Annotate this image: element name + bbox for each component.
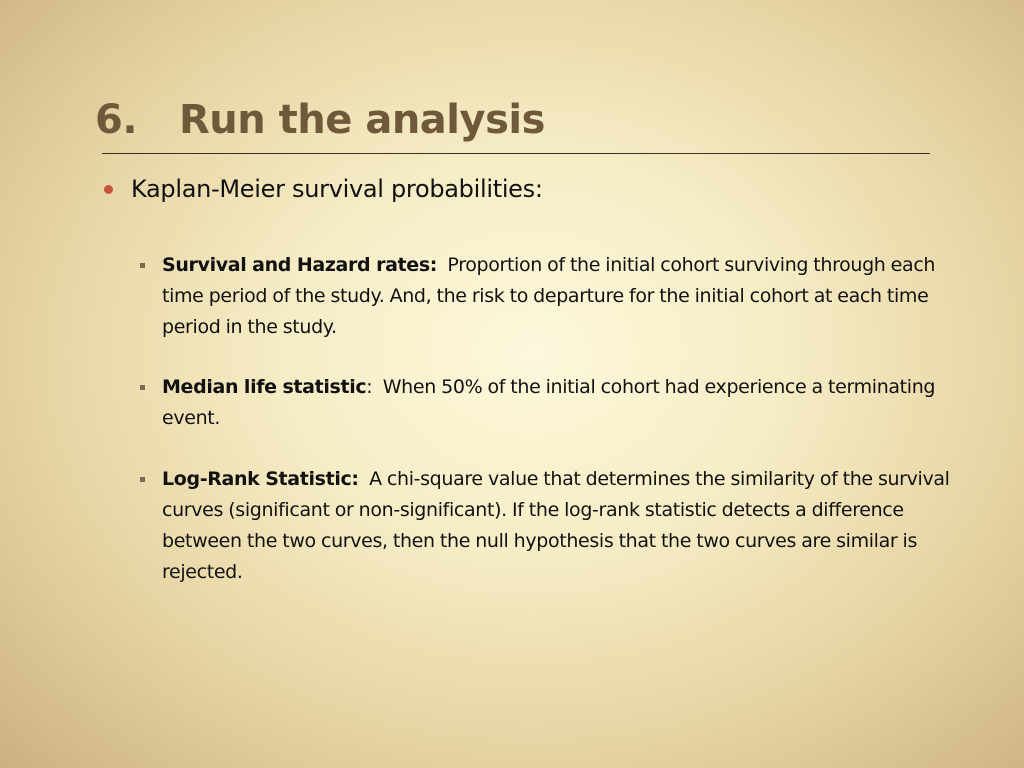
- sub-bullet-text: [162, 250, 960, 343]
- sub-bullet-description: A chi-square value that determines the similarity of the survival curves (significant or non-significant). If the log-rank statistic detects a difference between the two curves, then the null hypothesis that the two curves are similar is rejected.: [162, 468, 950, 583]
- title-divider: [102, 153, 930, 154]
- title-number: 6.: [95, 97, 138, 143]
- sub-bullet-term: Median life statistic: [162, 376, 367, 398]
- sub-bullet-separator: :: [366, 376, 373, 398]
- sub-bullet-description: Proportion of the initial cohort surviving through each time period of the study. And, the risk to departure for the initial cohort at each time period in the study.: [162, 254, 936, 338]
- sub-bullet-survival-hazard: [138, 250, 960, 343]
- sub-bullet-square-icon: [140, 477, 145, 482]
- sub-bullet-median-life: [138, 372, 960, 434]
- main-bullet-dot-icon: [104, 185, 113, 194]
- sub-bullet-description: When 50% of the initial cohort had experience a terminating event.: [162, 376, 936, 429]
- sub-bullet-text: [162, 464, 960, 588]
- sub-bullet-term: Survival and Hazard rates:: [162, 254, 438, 276]
- main-bullet-text: Kaplan-Meier survival probabilities:: [131, 175, 543, 203]
- sub-bullet-square-icon: [140, 385, 145, 390]
- sub-bullet-term: Log-Rank Statistic:: [162, 468, 359, 490]
- sub-bullet-square-icon: [140, 263, 145, 268]
- sub-bullet-log-rank: [138, 464, 960, 588]
- slide-title: [95, 92, 545, 148]
- title-text: Run the analysis: [179, 97, 545, 143]
- sub-bullet-text: [162, 372, 960, 434]
